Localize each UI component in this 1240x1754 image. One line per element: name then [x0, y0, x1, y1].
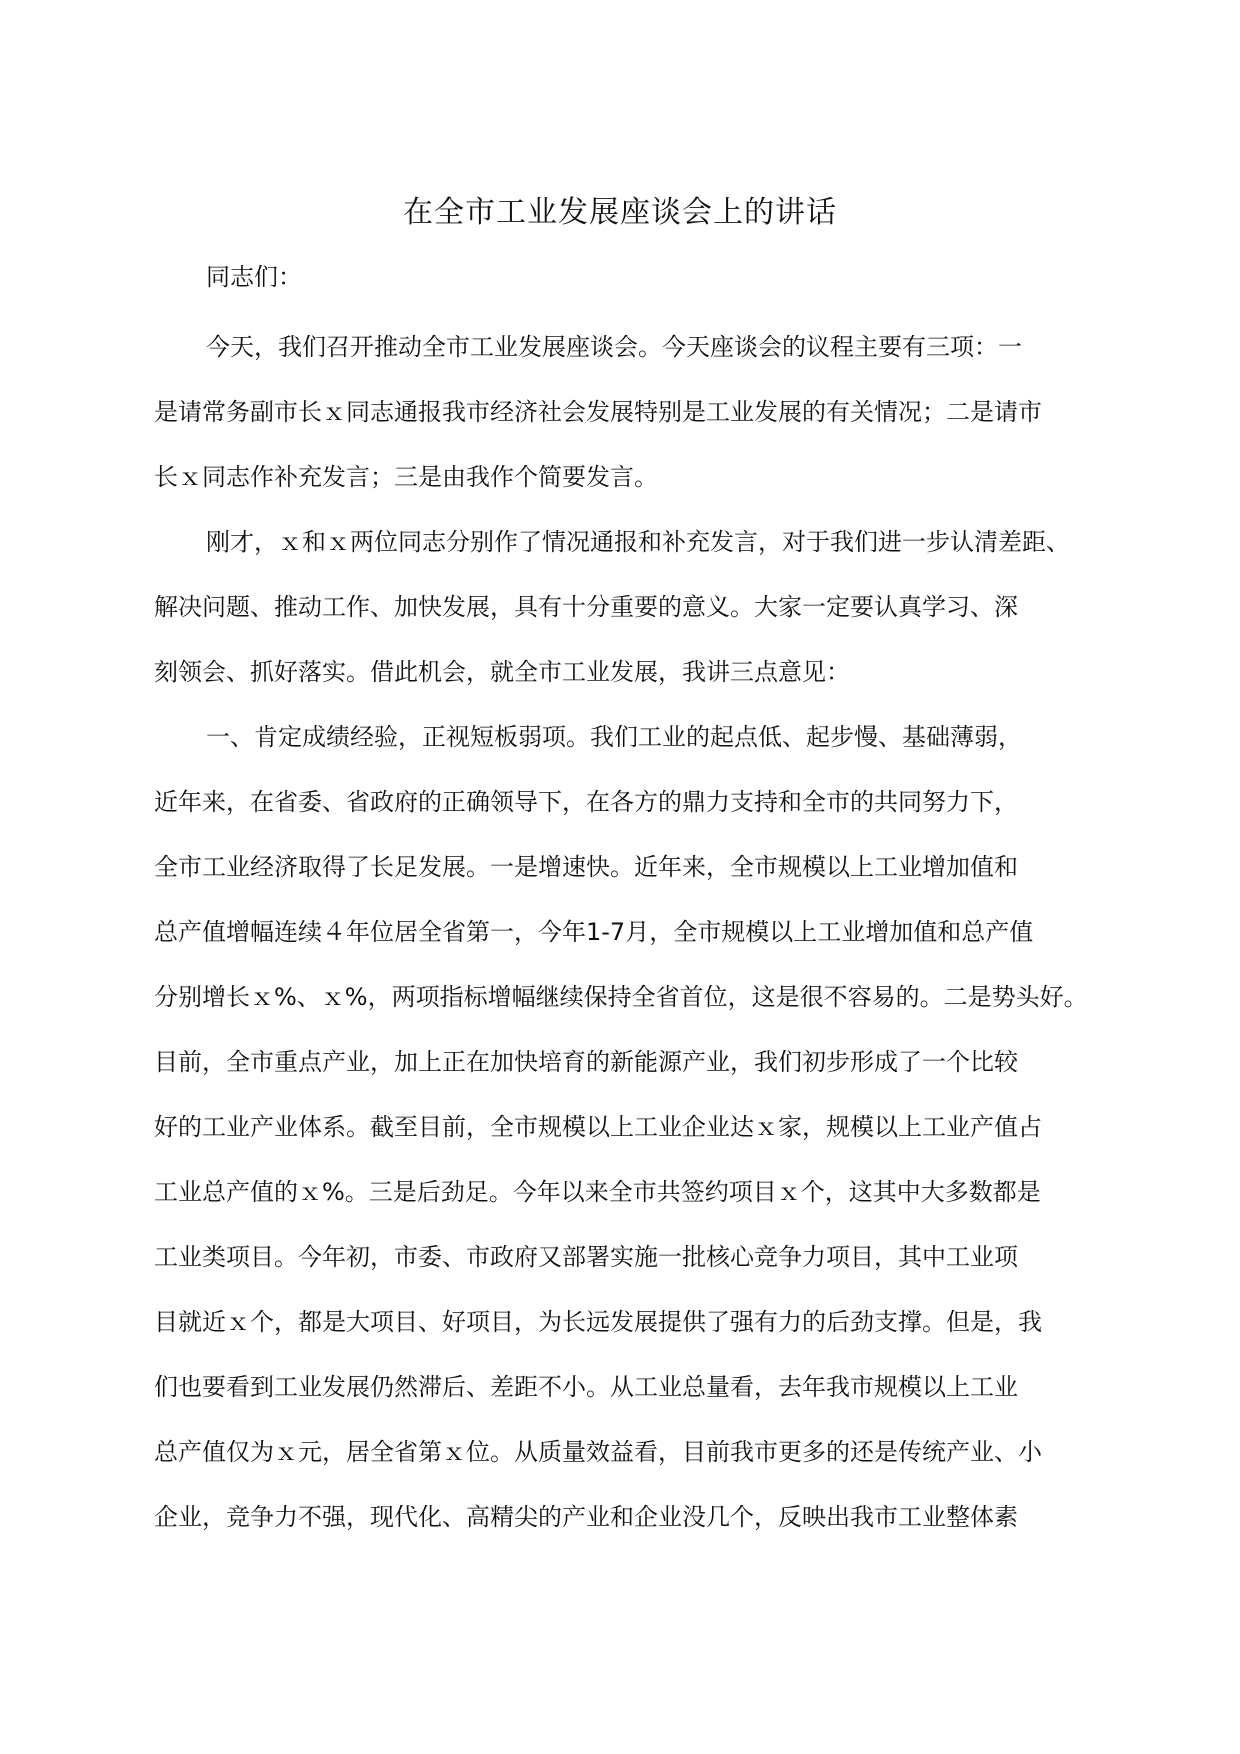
body-line: 是请常务副市长ｘ同志通报我市经济社会发展特别是工业发展的有关情况；二是请市 — [154, 398, 1042, 426]
body-line: 总产值仅为ｘ元，居全省第ｘ位。从质量效益看，目前我市更多的还是传统产业、小 — [154, 1438, 1042, 1466]
body-line: 分别增长ｘ%、ｘ%，两项指标增幅继续保持全省首位，这是很不容易的。二是势头好。 — [154, 983, 1088, 1011]
salutation: 同志们： — [206, 263, 302, 291]
body-line: 今天，我们召开推动全市工业发展座谈会。今天座谈会的议程主要有三项：一 — [206, 333, 1022, 361]
document-body — [154, 327, 1089, 1562]
body-line: 解决问题、推动工作、加快发展，具有十分重要的意义。大家一定要认真学习、深 — [154, 593, 1018, 621]
body-line: 工业类项目。今年初，市委、市政府又部署实施一批核心竞争力项目，其中工业项 — [154, 1243, 1018, 1271]
body-line: 目就近ｘ个，都是大项目、好项目，为长远发展提供了强有力的后劲支撑。但是，我 — [154, 1308, 1042, 1336]
body-line: 们也要看到工业发展仍然滞后、差距不小。从工业总量看，去年我市规模以上工业 — [154, 1373, 1018, 1401]
body-line: 刻领会、抓好落实。借此机会，就全市工业发展，我讲三点意见： — [154, 658, 850, 686]
body-line: 刚才，ｘ和ｘ两位同志分别作了情况通报和补充发言，对于我们进一步认清差距、 — [206, 528, 1070, 556]
body-line: 好的工业产业体系。截至目前，全市规模以上工业企业达ｘ家，规模以上工业产值占 — [154, 1113, 1042, 1141]
body-line: 全市工业经济取得了长足发展。一是增速快。近年来，全市规模以上工业增加值和 — [154, 853, 1018, 881]
body-line: 工业总产值的ｘ%。三是后劲足。今年以来全市共签约项目ｘ个，这其中大多数都是 — [154, 1178, 1041, 1206]
document-title: 在全市工业发展座谈会上的讲话 — [403, 195, 837, 230]
body-line: 总产值增幅连续４年位居全省第一，今年1-7月，全市规模以上工业增加值和总产值 — [154, 918, 1034, 946]
body-line: 企业，竞争力不强，现代化、高精尖的产业和企业没几个，反映出我市工业整体素 — [154, 1503, 1018, 1531]
body-line: 一、肯定成绩经验，正视短板弱项。我们工业的起点低、起步慢、基础薄弱， — [206, 723, 1022, 751]
body-line: 近年来，在省委、省政府的正确领导下，在各方的鼎力支持和全市的共同努力下， — [154, 788, 1018, 816]
body-line: 长ｘ同志作补充发言；三是由我作个简要发言。 — [154, 463, 658, 491]
body-line: 目前，全市重点产业，加上正在加快培育的新能源产业，我们初步形成了一个比较 — [154, 1048, 1018, 1076]
